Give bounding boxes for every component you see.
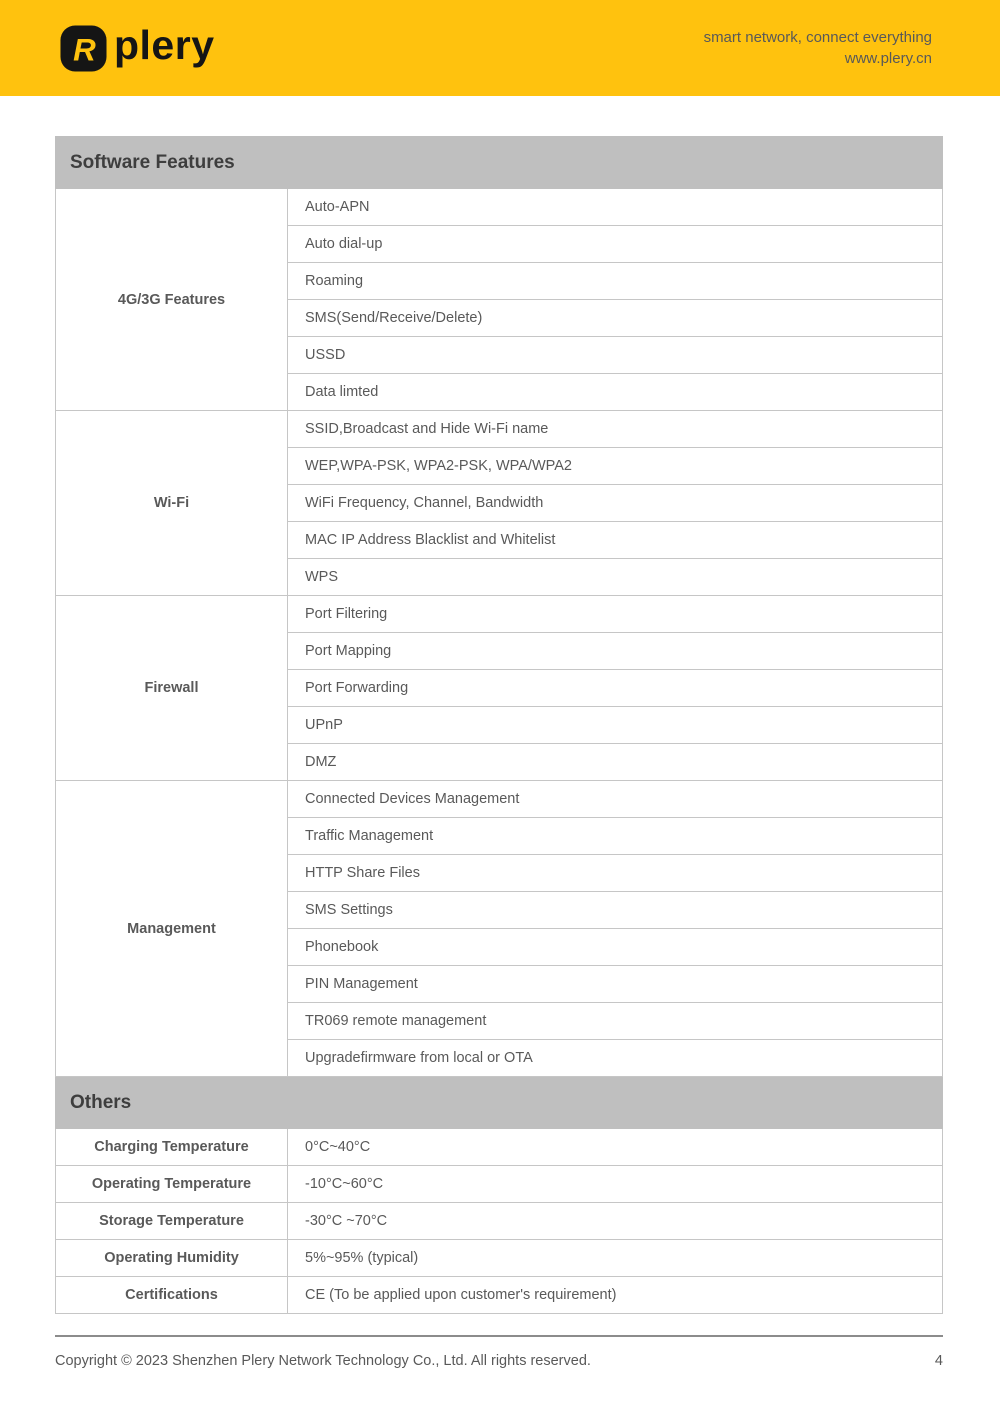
brand-tagline: smart network, connect everything [703,29,932,46]
svg-text:R: R [73,31,96,67]
others-label: Certifications [56,1277,288,1314]
feature-cell: WiFi Frequency, Channel, Bandwidth [288,485,943,522]
feature-cell: PIN Management [288,966,943,1003]
copyright-text: Copyright © 2023 Shenzhen Plery Network Technology Co., Ltd. All rights reserved. [55,1353,591,1369]
others-value: CE (To be applied upon customer's requirement) [288,1277,943,1314]
table-row [56,781,943,818]
others-value: -30°C ~70°C [288,1203,943,1240]
table-row [56,1166,943,1203]
others-label: Storage Temperature [56,1203,288,1240]
feature-cell: USSD [288,337,943,374]
feature-cell: SMS Settings [288,892,943,929]
table-row [56,1129,943,1166]
category-cell-4g3g: 4G/3G Features [56,189,288,411]
category-cell-management: Management [56,781,288,1077]
page-number: 4 [934,1353,943,1369]
table-row [56,137,943,189]
others-label: Charging Temperature [56,1129,288,1166]
feature-cell: Auto dial-up [288,226,943,263]
feature-cell: SMS(Send/Receive/Delete) [288,300,943,337]
feature-cell: Data limted [288,374,943,411]
table-row [56,1277,943,1314]
feature-cell: SSID,Broadcast and Hide Wi-Fi name [288,411,943,448]
page-content [0,96,1000,1314]
feature-cell: Auto-APN [288,189,943,226]
footer-divider [55,1335,943,1337]
spec-table [55,136,943,1314]
table-row [56,1240,943,1277]
category-cell-wifi: Wi-Fi [56,411,288,596]
feature-cell: DMZ [288,744,943,781]
others-value: 0°C~40°C [288,1129,943,1166]
others-value: 5%~95% (typical) [288,1240,943,1277]
table-row [56,189,943,226]
feature-cell: Phonebook [288,929,943,966]
category-cell-firewall: Firewall [56,596,288,781]
feature-cell: MAC IP Address Blacklist and Whitelist [288,522,943,559]
plery-r-logo-icon [60,25,107,72]
table-row [56,596,943,633]
feature-cell: Port Mapping [288,633,943,670]
logo [60,21,215,72]
feature-cell: Port Forwarding [288,670,943,707]
others-value: -10°C~60°C [288,1166,943,1203]
brand-banner [0,0,1000,96]
feature-cell: Roaming [288,263,943,300]
others-label: Operating Temperature [56,1166,288,1203]
feature-cell: WEP,WPA-PSK, WPA2-PSK, WPA/WPA2 [288,448,943,485]
section-title-software: Software Features [56,137,943,189]
table-row [56,411,943,448]
feature-cell: Traffic Management [288,818,943,855]
others-label: Operating Humidity [56,1240,288,1277]
brand-website[interactable]: www.plery.cn [844,50,932,67]
feature-cell: Upgradefirmware from local or OTA [288,1040,943,1077]
table-row [56,1077,943,1129]
page-footer [0,1335,1000,1369]
feature-cell: Connected Devices Management [288,781,943,818]
feature-cell: Port Filtering [288,596,943,633]
feature-cell: TR069 remote management [288,1003,943,1040]
feature-cell: HTTP Share Files [288,855,943,892]
brand-wordmark: plery [114,21,215,68]
banner-right-text [704,27,932,69]
table-row [56,1203,943,1240]
feature-cell: WPS [288,559,943,596]
section-title-others: Others [56,1077,943,1129]
feature-cell: UPnP [288,707,943,744]
